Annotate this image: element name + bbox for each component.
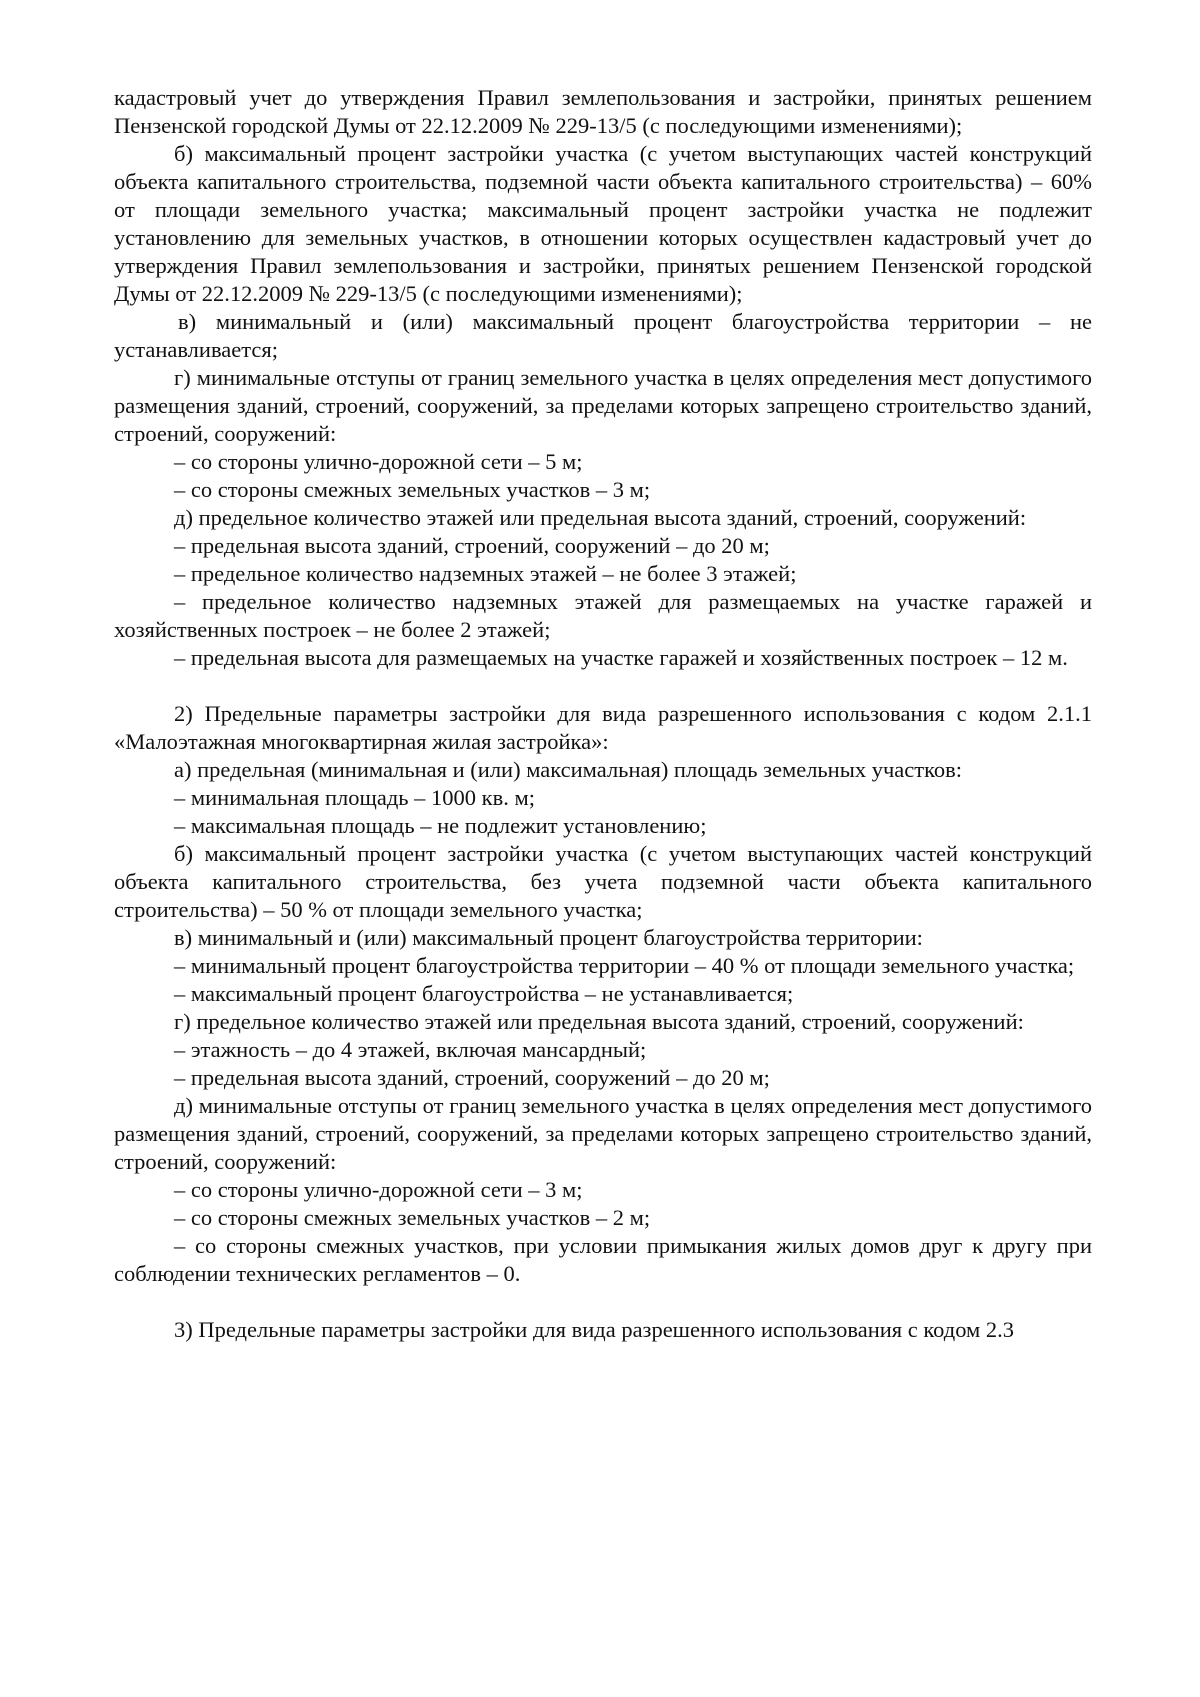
list-item-garage-height: – предельная высота для размещаемых на участке гаражей и хозяйственных построек – 12 м. — [174, 645, 1068, 670]
paragraph-v-landscaping: в) минимальный и (или) максимальный процент благоустройства территории – не устанавливается; — [114, 309, 1092, 362]
list-item-min-landscaping: – минимальный процент благоустройства территории – 40 % от площади земельного участка; — [174, 953, 1075, 978]
paragraph-b-max-building-percent: б) максимальный процент застройки участка (с учетом выступающих частей конструкций объекта капитального строительства, подземной части объекта капитального строительства) – 60% от площади земельного участка; максимальный процент застройки участка не подлежит установлению для земельных участков, в отношении которых осуществлен кадастровый учет до утверждения Правил землепользования и застройки, принятых решением Пензенской городской Думы от 22.12.2009 № 229-13/5 (с последующими изменениями); — [114, 141, 1092, 306]
document-page — [114, 84, 1092, 1344]
list-item-neighbor-setback-2: – со стороны смежных земельных участков – 2 м; — [174, 1205, 651, 1230]
paragraph-a-plot-area: а) предельная (минимальная и (или) максимальная) площадь земельных участков: — [174, 757, 963, 782]
list-item-max-landscaping: – максимальный процент благоустройства – не устанавливается; — [174, 981, 794, 1006]
section-heading-2: 2) Предельные параметры застройки для вида разрешенного использования с кодом 2.1.1 «Малоэтажная многоквартирная жилая застройка»: — [114, 701, 1092, 754]
section-spacer — [114, 1288, 1092, 1316]
list-item-min-area: – минимальная площадь – 1000 кв. м; — [174, 785, 535, 810]
list-item-max-area: – максимальная площадь – не подлежит установлению; — [174, 813, 707, 838]
paragraph-cadastral-continuation: кадастровый учет до утверждения Правил землепользования и застройки, принятых решением Пензенской городской Думы от 22.12.2009 № 229-13/5 (с последующими изменениями); — [114, 85, 1092, 138]
list-item-road-setback-2: – со стороны улично-дорожной сети – 3 м; — [174, 1177, 583, 1202]
section-spacer — [114, 672, 1092, 700]
list-item-max-floors: – предельное количество надземных этажей – не более 3 этажей; — [174, 561, 797, 586]
list-item-max-height: – предельная высота зданий, строений, сооружений – до 20 м; — [174, 533, 770, 558]
list-item-road-setback: – со стороны улично-дорожной сети – 5 м; — [174, 449, 583, 474]
paragraph-d-floors-height: д) предельное количество этажей или предельная высота зданий, строений, сооружений: — [174, 505, 1027, 530]
list-item-storeys: – этажность – до 4 этажей, включая мансардный; — [174, 1037, 647, 1062]
paragraph-g-floors-height-2: г) предельное количество этажей или предельная высота зданий, строений, сооружений: — [174, 1009, 1024, 1034]
list-item-max-height-2: – предельная высота зданий, строений, сооружений – до 20 м; — [174, 1065, 770, 1090]
list-item-adjoining-setback: – со стороны смежных участков, при условии примыкания жилых домов друг к другу при соблюдении технических регламентов – 0. — [114, 1233, 1092, 1286]
list-item-neighbor-setback: – со стороны смежных земельных участков – 3 м; — [174, 477, 651, 502]
paragraph-g-min-setbacks: г) минимальные отступы от границ земельного участка в целях определения мест допустимого размещения зданий, строений, сооружений, за пределами которых запрещено строительство зданий, строений, сооружений: — [114, 365, 1092, 446]
paragraph-d-min-setbacks-2: д) минимальные отступы от границ земельного участка в целях определения мест допустимого размещения зданий, строений, сооружений, за пределами которых запрещено строительство зданий, строений, сооружений: — [114, 1093, 1092, 1174]
paragraph-b-building-percent-2: б) максимальный процент застройки участка (с учетом выступающих частей конструкций объекта капитального строительства, без учета подземной части объекта капитального строительства) – 50 % от площади земельного участка; — [114, 841, 1092, 922]
paragraph-v-landscaping-2: в) минимальный и (или) максимальный процент благоустройства территории: — [174, 925, 923, 950]
section-heading-3: 3) Предельные параметры застройки для вида разрешенного использования с кодом 2.3 — [174, 1317, 1015, 1342]
list-item-garage-floors: – предельное количество надземных этажей для размещаемых на участке гаражей и хозяйственных построек – не более 2 этажей; — [114, 589, 1092, 642]
